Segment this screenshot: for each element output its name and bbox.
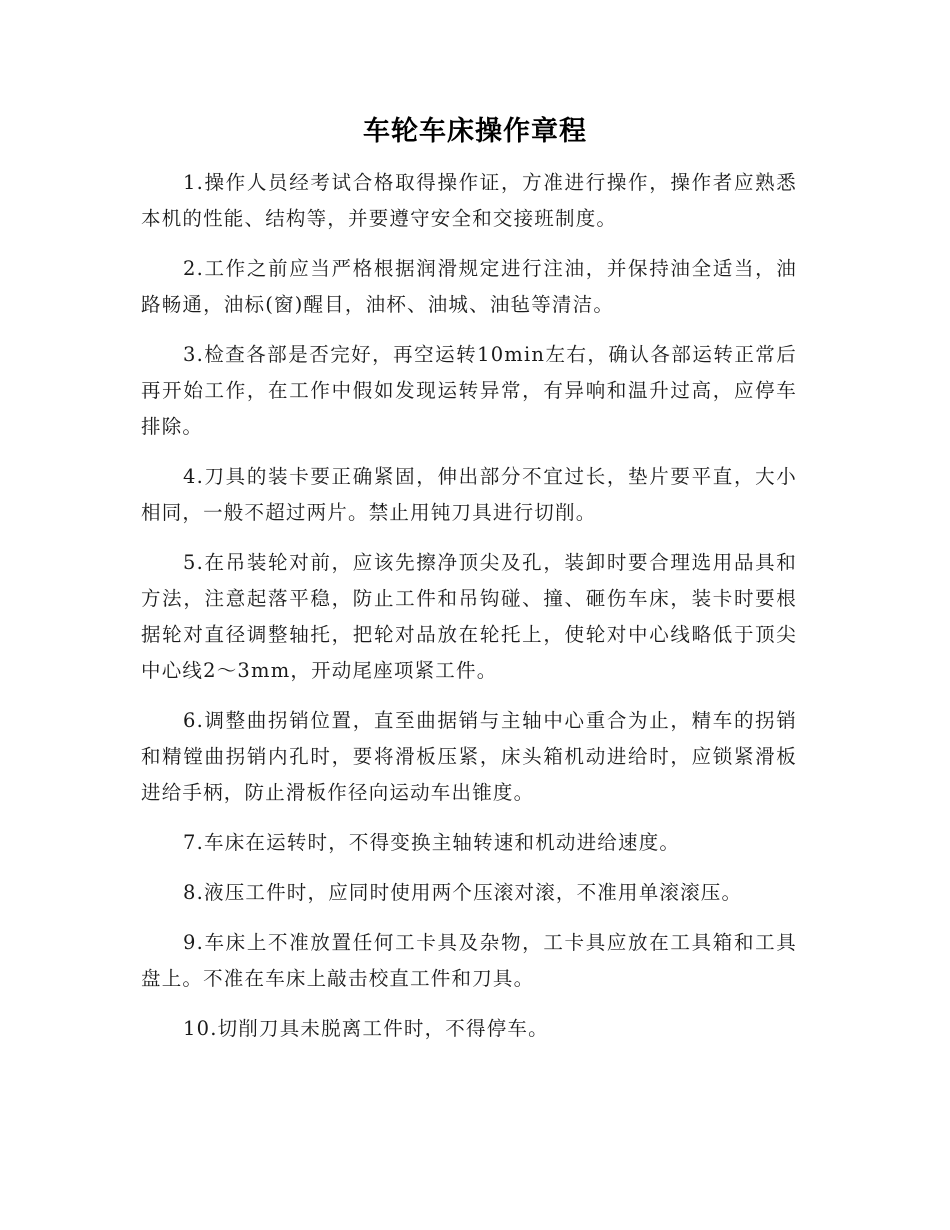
page-title: 车轮车床操作章程	[363, 116, 587, 147]
paragraph-8: 8.液压工件时，应同时使用两个压滚对滚，不准用单滚滚压。	[183, 881, 743, 904]
paragraph-1: 1.操作人员经考试合格取得操作证，方准进行操作，操作者应熟悉本机的性能、结构等，并要遵守安全和交接班制度。	[141, 171, 797, 230]
document-body	[141, 165, 797, 1061]
paragraph-6: 6.调整曲拐销位置，直至曲据销与主轴中心重合为止，精车的拐销和精镗曲拐销内孔时，要将滑板压紧，床头箱机动进给时，应锁紧滑板进给手柄，防止滑板作径向运动车出锥度。	[141, 709, 797, 804]
paragraph-4: 4.刀具的装卡要正确紧固，伸出部分不宜过长，垫片要平直，大小相同，一般不超过两片。禁止用钝刀具进行切削。	[141, 465, 797, 524]
paragraph-7: 7.车床在运转时，不得变换主轴转速和机动进给速度。	[183, 831, 681, 854]
paragraph-9: 9.车床上不准放置任何工卡具及杂物，工卡具应放在工具箱和工具盘上。不准在车床上敲击校直工件和刀具。	[141, 931, 797, 990]
paragraph-10: 10.切削刀具未脱离工件时，不得停车。	[183, 1017, 549, 1040]
paragraph-5: 5.在吊装轮对前，应该先擦净顶尖及孔，装卸时要合理选用品具和方法，注意起落平稳，防止工件和吊钩碰、撞、砸伤车床，装卡时要根据轮对直径调整轴托，把轮对品放在轮托上，使轮对中心线略低于顶尖中心线2～3mm，开动尾座项紧工件。	[141, 551, 797, 682]
paragraph-2: 2.工作之前应当严格根据润滑规定进行注油，并保持油全适当，油路畅通，油标(窗)醒目，油杯、油城、油毡等清洁。	[141, 257, 797, 316]
paragraph-3: 3.检查各部是否完好，再空运转10min左右，确认各部运转正常后再开始工作，在工作中假如发现运转异常，有异响和温升过高，应停车排除。	[141, 343, 797, 438]
